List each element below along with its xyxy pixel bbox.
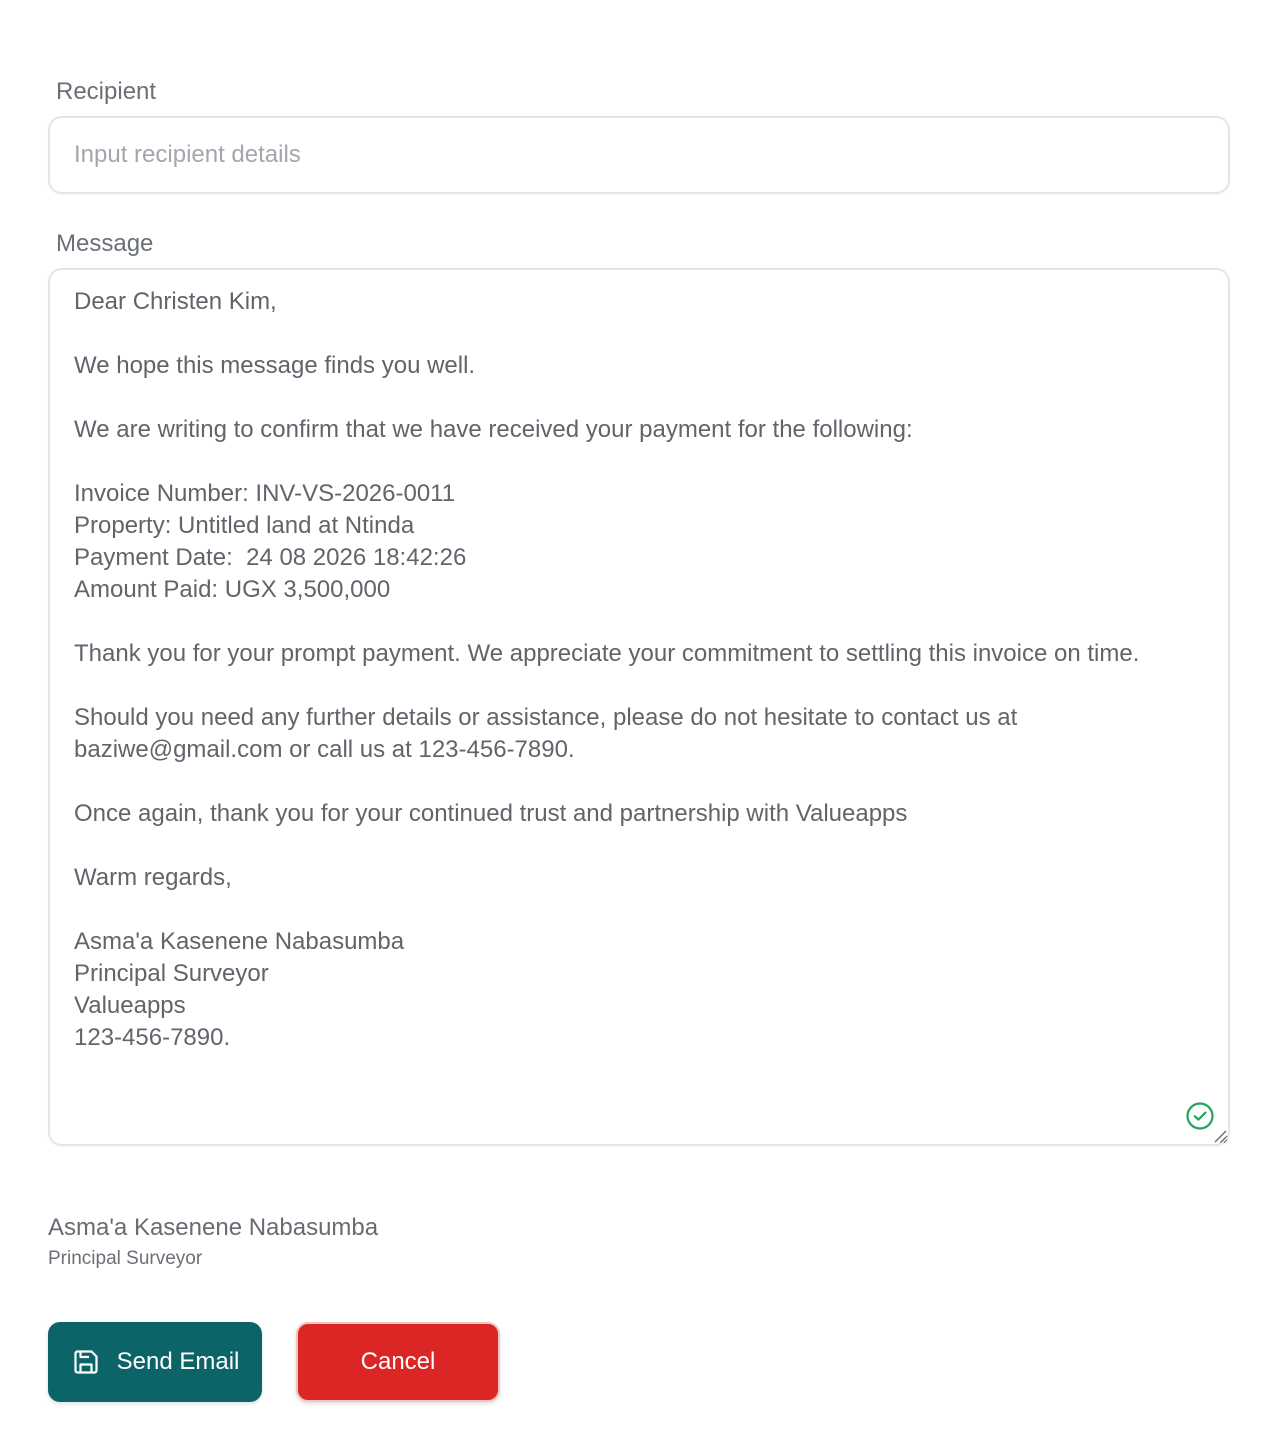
recipient-input[interactable] bbox=[48, 116, 1230, 194]
message-label: Message bbox=[56, 230, 154, 257]
save-icon bbox=[71, 1347, 101, 1377]
message-textarea[interactable] bbox=[48, 268, 1230, 1146]
check-circle-icon bbox=[1185, 1101, 1215, 1131]
signer-name: Asma'a Kasenene Nabasumba bbox=[48, 1214, 379, 1241]
send-email-button[interactable] bbox=[48, 1322, 262, 1402]
resize-handle-icon[interactable] bbox=[1212, 1128, 1228, 1144]
cancel-label: Cancel bbox=[360, 1348, 436, 1375]
signer-title: Principal Surveyor bbox=[48, 1248, 203, 1269]
cancel-button[interactable] bbox=[296, 1322, 500, 1402]
send-email-label: Send Email bbox=[116, 1348, 240, 1375]
recipient-label: Recipient bbox=[56, 78, 157, 105]
